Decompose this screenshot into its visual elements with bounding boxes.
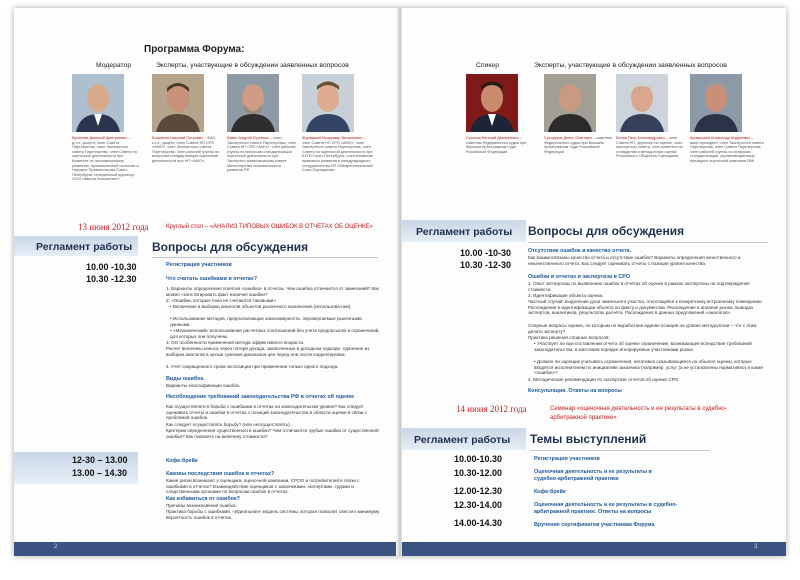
- agenda-text: 1. Варианты определения понятия «ошибка» в отчетах. Чем ошибка отличается от замечаний? Как можно «констатировать факт наличия ошибки?: [166, 286, 379, 297]
- agenda-text: Как осуществляется борьба с ошибками в отчетах на законодательном уровне? Как следует оценивать отчеты и ошибки в отчетах с позиций законодательства в области оценки в связи с проблемой ошибок.: [166, 404, 368, 421]
- person-bio: – член Совета НП, директор по оценке, член экспертного совета, член комитета по стандартам и методологии оценки Российского Общества Оценщиков: [616, 136, 683, 159]
- seminar-title: Семинар «оценочная деятельность и ее результаты в судебно-арбитражной практике»: [550, 406, 727, 421]
- agenda-text: Критерии определения существенности ошибки? Чем отличаются грубые ошибки от существенной ошибки? Как повлиять на величину стоимости?: [166, 428, 379, 439]
- agenda-text: Как следует осуществлять борьбу? (или неосуществлять).: [166, 422, 291, 427]
- agenda-item: Ошибки в отчетах и экспертиза в СРО: [528, 274, 631, 280]
- person-bio: – советник Федерального судьи при Высшем Арбитражном Суде Российской Федерации: [466, 136, 527, 154]
- right-page: [402, 8, 786, 556]
- person-name: Сухоруков Денис Олегович: [544, 136, 593, 140]
- agenda-text: Расчет величины износа через потери дохода, заключенные в доходном подходе. Удаление из выборки аналогов в целью сужения диапазона цен перед или после корректировок.: [166, 346, 370, 357]
- agenda-text: 2. Идентификация объекта оценки.: [528, 293, 604, 298]
- divider: [530, 450, 710, 451]
- time-slot: 10.30 -12.30: [86, 274, 137, 284]
- time-slot: 10.30-12.00: [454, 468, 503, 478]
- event-date: 13 июня 2012 года: [78, 222, 149, 232]
- left-page: [14, 8, 398, 556]
- person-caption: [227, 136, 297, 173]
- agenda-text: Варианты классификации ошибок.: [166, 383, 241, 388]
- person-caption: [466, 136, 536, 154]
- portrait-photo: [466, 74, 518, 132]
- topics-title: Темы выступлений: [530, 432, 647, 446]
- agenda-text: • Участвует ли при составлении отчета об оценке ограничение, возникающее вследствие требований законодательства, в массовом порядке игнорируемых участниками рынка.: [534, 341, 752, 352]
- agenda-text: • Должен ли оценщик учитывать ограничения, негативно сказывающиеся на объекте оценки, которые вводятся исполнителем по инициативе заказчика (например, услуг (а не установлены нормативно) и какие «ошибки»?: [534, 359, 764, 376]
- agenda-text: Какие риски возникают у оценщика, оценочной компании, СРОО и потребителей в связи с ошибками в отчетах? Взаимодействие оценщиков с заказчиками, экспертами, судами и следственными органами по вопросам ошибок в отчетах.: [166, 478, 360, 495]
- brochure-spread: [14, 8, 786, 556]
- divider: [528, 242, 768, 243]
- agenda-item: Кофе-брейк: [166, 458, 198, 464]
- footer-bar: [402, 542, 786, 556]
- portrait-photo: [227, 74, 279, 132]
- agenda-text: 4. Учет сокращенного срока экспозиции при применении только одного подхода.: [166, 364, 339, 369]
- time-slot: 14.00-14.30: [454, 518, 503, 528]
- agenda-text: Практика борьбы с ошибками. «Идеальная» модель системы, которая позволит свести к минимуму вероятность ошибок в отчетах.: [166, 509, 380, 520]
- agenda-text: • Включение в выборки аналогов объектов различного назначения (использова-ния).: [170, 304, 352, 309]
- agenda-item: Консультация. Ответы на вопросы: [528, 388, 622, 394]
- time-slot: 10.00-10.30: [454, 454, 503, 464]
- person-name: Кривошеев Александр Андреевич: [690, 136, 751, 140]
- agenda-item: Оценочная деятельность и ее результаты в судебно-арбитражной практике. Ответы на вопросы: [534, 502, 678, 515]
- person-caption: [302, 136, 374, 173]
- topics-title: Вопросы для обсуждения: [152, 240, 309, 254]
- schedule-title: Регламент работы: [416, 226, 513, 238]
- portrait-photo: [72, 74, 124, 132]
- agenda-text: 2. «Ошибки, которые пока не считаются таковыми».: [166, 298, 278, 303]
- agenda-item: Оценочная деятельность и ее результаты в судебно-арбитражной практике: [534, 469, 652, 482]
- person-name: Суханов Евгений Дмитриевич: [466, 136, 519, 140]
- agenda-item: Каковы последствия ошибок в отчетах?: [166, 471, 275, 477]
- agenda-text: • Использование методов, предполагающих закономерности, опровергаемые рыночными данными.: [170, 316, 362, 327]
- agenda-item: Как избавиться от ошибок?: [166, 496, 240, 502]
- agenda-item: Виды ошибок.: [166, 376, 205, 382]
- topics-title: Вопросы для обсуждения: [528, 224, 685, 238]
- time-slot: 12.00-12.30: [454, 486, 503, 496]
- time-slot: 12-30 – 13.00: [72, 455, 128, 465]
- portrait-photo: [616, 74, 668, 132]
- event-date: 14 июня 2012 года: [456, 404, 527, 414]
- time-slot: 10.00 -10-30: [460, 248, 512, 258]
- person-bio: – член Совета НП СРО «АМО», член Экспертного совета Партнерства, член Совета по оценочной деятельности при КУГИ Санкт-Петербурга, член Комиссии правового развития и международного сотрудничества НП «Межрегиональный Союз Оценщиков»: [302, 136, 373, 173]
- agenda-text: 1. Опыт экспертизы по выявлению ошибок в отчетах об оценке в рамках экспертизы на подтверждение стоимости.: [528, 281, 750, 292]
- person-caption: [544, 136, 614, 154]
- schedule-title: Регламент работы: [36, 241, 133, 253]
- portrait-photo: [690, 74, 742, 132]
- program-title: Программа Форума:: [144, 44, 245, 55]
- portrait-photo: [302, 74, 354, 132]
- agenda-text: Частный случай: выделение доли земельного участка, относящейся к конкретному встроенному помещению. Расхождения в идентификации объекта по факту и документам. Расхождение в анализе рынка, выводах экспертов, аналитиков, результатах расчёта. Расхождения в данных предложений «аналогов».: [528, 299, 763, 316]
- experts-label: Эксперты, участвующие в обсуждении заявленных вопросов: [534, 62, 727, 69]
- page-number: 2: [54, 544, 58, 550]
- agenda-text: Практика решения спорных вопросов:: [528, 335, 610, 340]
- time-slot: 10.30 -12-30: [460, 260, 512, 270]
- page-number: 3: [754, 544, 758, 550]
- person-name: Бояринов Николай Петрович: [152, 136, 204, 140]
- agenda-item: Что считать ошибками в отчетах?: [166, 276, 258, 282]
- footer-bar: [14, 542, 398, 556]
- agenda-text: • «Механический» использование расчетных соотношений без учета предпосылок и ограничений, для которых они получены.: [170, 328, 380, 339]
- agenda-text: Спорные вопросы оценки, по которым не выработана единая позиция на уровне методологии – что с этим делать эксперту?: [528, 323, 757, 334]
- agenda-item: Регистрация участников: [166, 262, 232, 268]
- person-caption: [72, 136, 140, 182]
- divider: [152, 257, 378, 258]
- person-bio: – советник Федерального судьи при Высшем Арбитражном Суде Российской Федерации: [544, 136, 612, 154]
- portrait-photo: [152, 74, 204, 132]
- agenda-item: Кофе-брейк: [534, 489, 566, 495]
- experts-label: Эксперты, участвующие в обсуждении заявленных вопросов: [156, 62, 349, 69]
- person-caption: [152, 136, 222, 164]
- person-caption: [690, 136, 764, 164]
- schedule-title: Регламент работы: [414, 434, 511, 446]
- agenda-text: 3. ОО особенности применения метода эффективного возраста.: [166, 340, 305, 345]
- round-table-title: Круглый стол – «АНАЛИЗ ТИПОВЫХ ОШИБОК В ОТЧЕТАХ ОБ ОЦЕНКЕ»: [166, 224, 373, 230]
- time-slot: 13.00 – 14.30: [72, 468, 128, 478]
- agenda-text: Как взаимосвязаны качество отчета и отсутствие ошибок? Варианты определения качественного и некачественного отчета. Как следует оценивать отчеты с позиции уровня качества.: [528, 255, 741, 266]
- person-bio: – ФАС, к.т.н., доцент, член Совета НП СРО «АМО», член Экспертного совета Партнерства, член рабочей группы по вопросам стандартизации оценочной деятельности при НП «АМО»: [152, 136, 220, 163]
- moderator-label: Модератор: [96, 62, 132, 69]
- person-name: Белов Петр Александрович: [616, 136, 665, 140]
- agenda-text: 4. Методические рекомендации по экспертизе отчетов об оценке СРО.: [528, 377, 680, 382]
- person-bio: – д.т.н., доцент, член Совета Партнерства, член Экспертного совета Партнерства, член Совета по оценочной деятельности при Комитете по экономическому развитию, промышленной политике и торговле Правительства Санкт-Петербурга, генеральный директор ООО «Квинта-Консалтинг»: [72, 136, 139, 182]
- person-bio: – вице-президент, член Экспертного совета Партнерства, член Совета Партнерства, член рабочей группы по вопросам стандартизации, управляющий-вице-президент оценочной компании РАК: [690, 136, 764, 163]
- agenda-item: Регистрация участников: [534, 456, 600, 462]
- person-name: Журавский Владимир Витальевич: [302, 136, 363, 140]
- agenda-text: Причины возникновения ошибок.: [166, 503, 237, 508]
- agenda-item: Несоблюдение требований законодательства РФ в отчетах об оценке: [166, 394, 355, 400]
- agenda-item: Отсутствие ошибок и качество отчета.: [528, 248, 632, 254]
- time-slot: 10.00 -10.30: [86, 262, 137, 272]
- person-bio: – член Экспертного совета Партнерства, член Совета НП СРО «АМО», член рабочей группы по вопросам стандартизации оценочной деятельности при Экспертно-аналитическом совете Министерства экономического развития РФ: [227, 136, 296, 173]
- person-name: Бакин Андрей Юрьевич: [227, 136, 269, 140]
- person-caption: [616, 136, 688, 159]
- time-slot: 12.30-14.00: [454, 500, 503, 510]
- agenda-item: Вручение сертификатов участникам Форума: [534, 522, 655, 528]
- person-name: Булатова Дмитрий Дмитриевич: [72, 136, 128, 140]
- speaker-label: Спикер: [476, 62, 499, 69]
- portrait-photo: [544, 74, 596, 132]
